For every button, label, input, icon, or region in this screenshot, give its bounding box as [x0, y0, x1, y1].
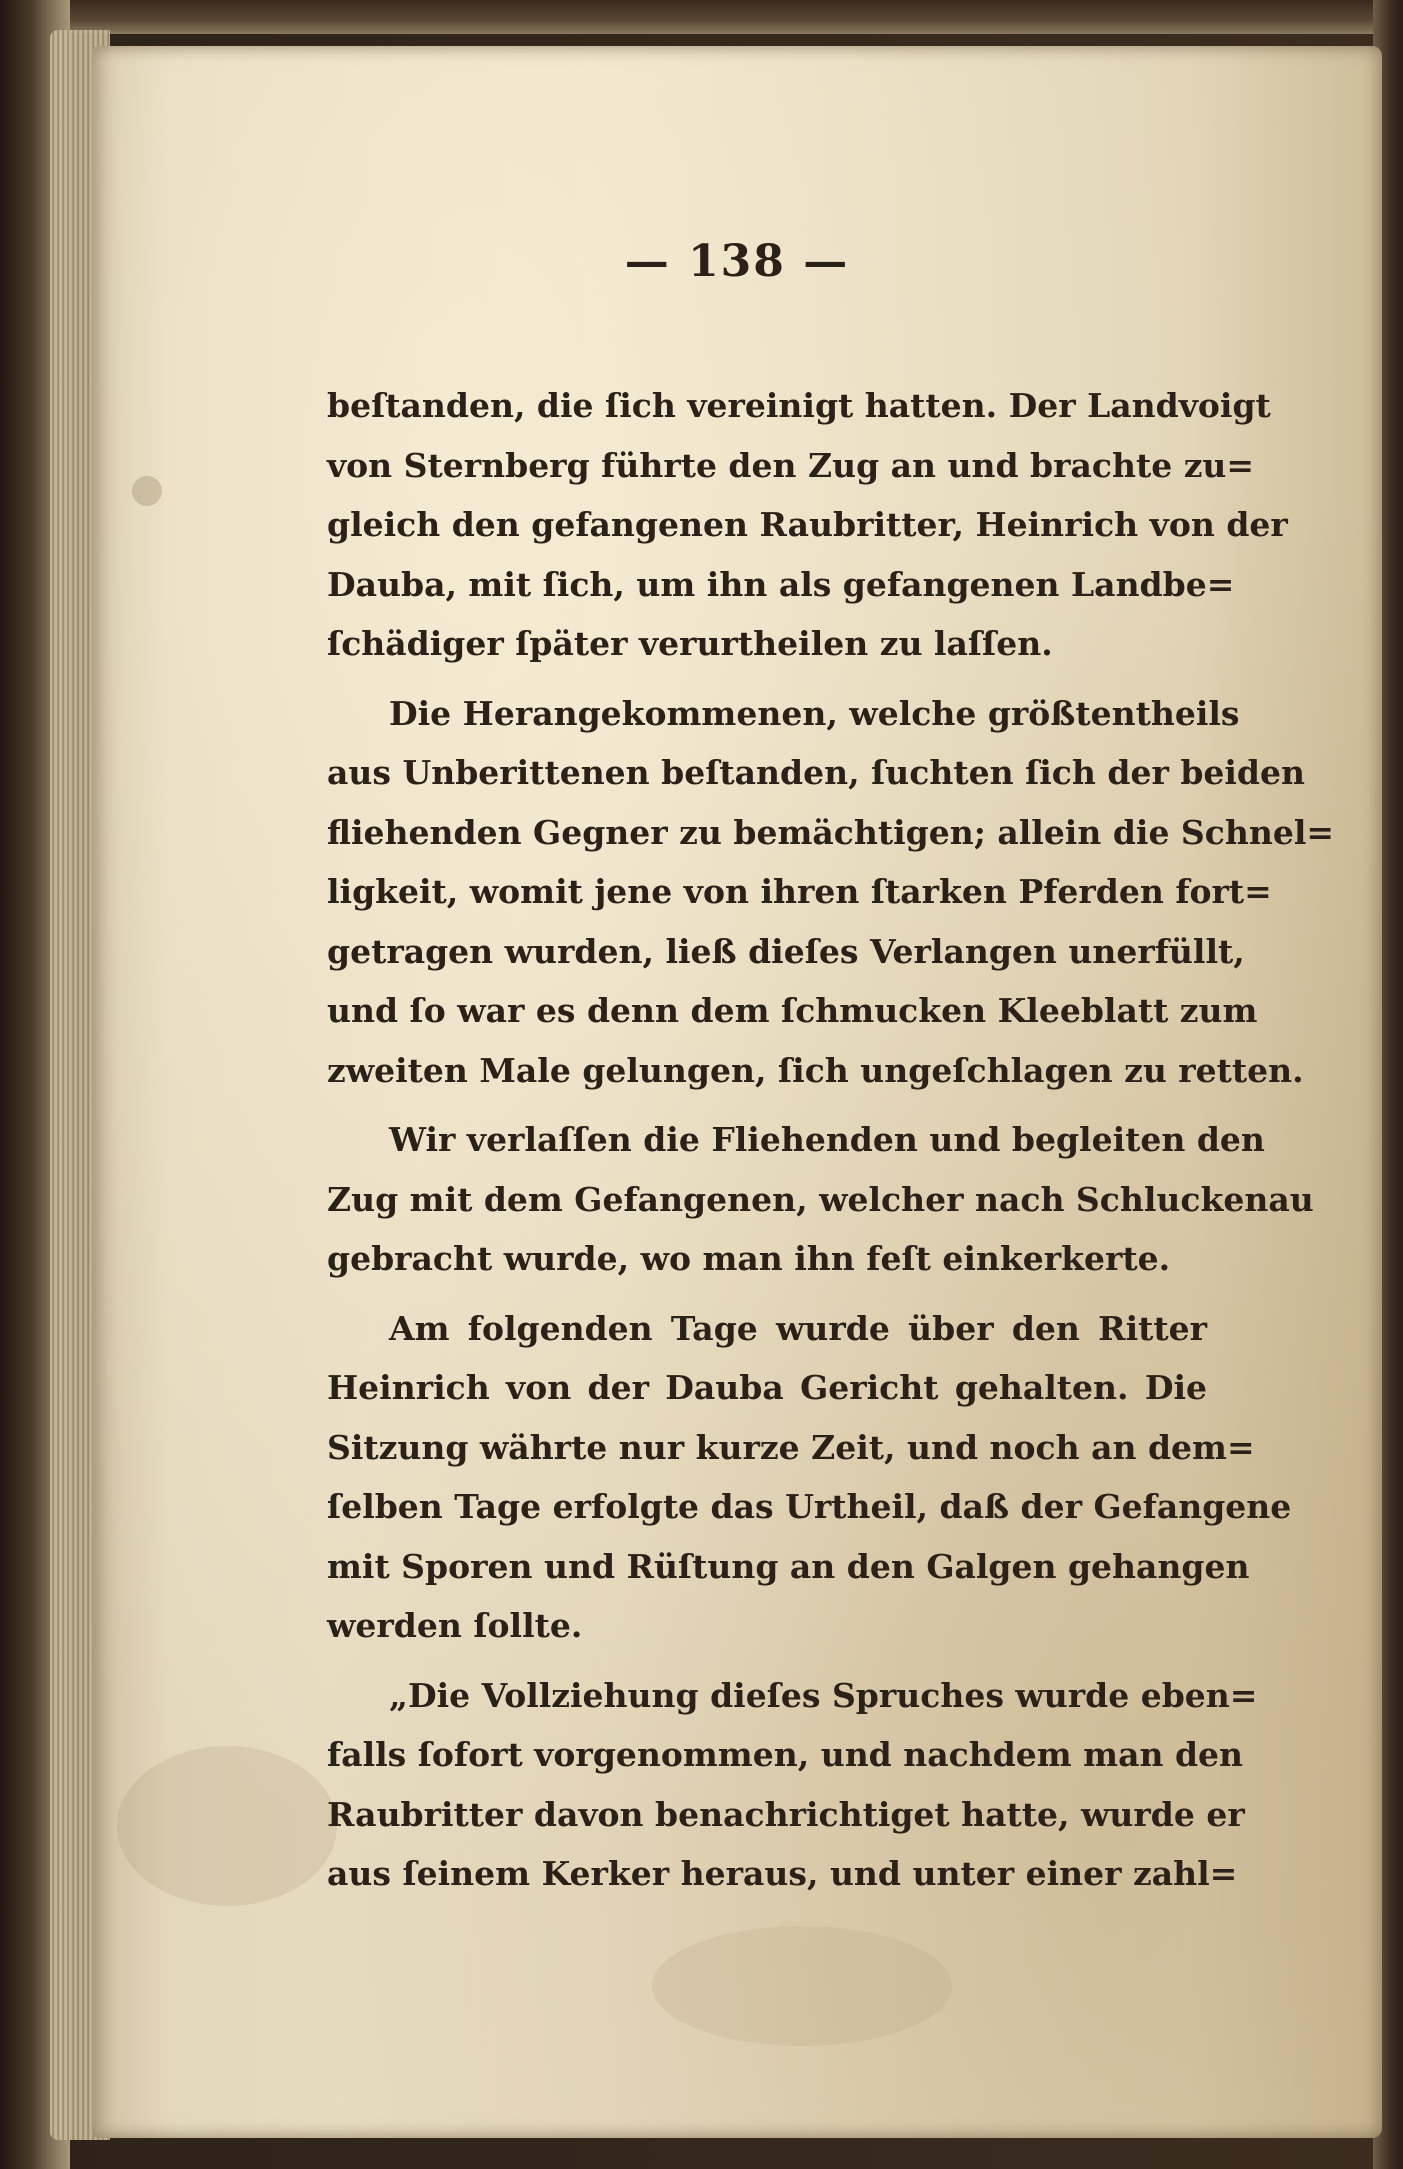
text-line: zweiten Male gelungen, ſich ungeſchlagen zu retten.	[327, 1050, 1304, 1090]
text-line: ſchädiger ſpäter verurtheilen zu laſſen.	[327, 624, 1053, 663]
page-number: — 138 —	[624, 236, 850, 287]
body-text	[327, 376, 1335, 1904]
text-line: Dauba, mit ſich, um ihn als gefangenen Landbe=	[327, 564, 1235, 604]
text-line: Zug mit dem Gefangenen, welcher nach Schluckenau	[327, 1179, 1314, 1219]
page-sheet	[92, 46, 1382, 2138]
paragraph-gap	[327, 1289, 1207, 1299]
paper-stain	[117, 1746, 337, 1906]
text-line: Sitzung währte nur kurze Zeit, und noch an dem=	[327, 1427, 1255, 1467]
text-line: Heinrich von der Dauba Gericht gehalten. Die	[327, 1368, 1207, 1407]
text-line: gebracht wurde, wo man ihn feſt einkerkerte.	[327, 1239, 1171, 1278]
text-line: getragen wurden, ließ dieſes Verlangen unerfüllt,	[327, 931, 1245, 971]
paragraph-gap	[327, 674, 1207, 684]
text-line: aus Unberittenen beſtanden, ſuchten ſich der beiden	[327, 753, 1305, 792]
binding-top-strip	[0, 0, 1403, 34]
text-line: aus ſeinem Kerker heraus, und unter einer zahl=	[327, 1854, 1238, 1893]
paragraph-gap	[327, 1100, 1207, 1110]
text-line: Am folgenden Tage wurde über den Ritter	[389, 1308, 1207, 1348]
text-line: fliehenden Gegner zu bemächtigen; allein die Schnel=	[327, 812, 1335, 852]
text-line: ſelben Tage erfolgte das Urtheil, daß der Gefangene	[327, 1487, 1292, 1526]
text-line: und ſo war es denn dem ſchmucken Kleeblatt zum	[327, 991, 1258, 1030]
text-line: Wir verlaſſen die Fliehenden und begleiten den	[389, 1120, 1265, 1159]
text-line: von Sternberg führte den Zug an und brachte zu=	[327, 445, 1255, 485]
text-line: gleich den gefangenen Raubritter, Heinrich von der	[327, 505, 1288, 544]
text-line: werden ſollte.	[327, 1606, 583, 1645]
text-line: Raubritter davon benachrichtiget hatte, wurde er	[327, 1794, 1245, 1834]
text-line: „Die Vollziehung dieſes Spruches wurde eben=	[389, 1675, 1258, 1715]
paper-stain	[652, 1926, 952, 2046]
paper-stain	[132, 476, 162, 506]
text-line: falls ſofort vorgenommen, und nachdem man den	[327, 1735, 1244, 1774]
text-line: beſtanden, die ſich vereinigt hatten. Der Landvoigt	[327, 386, 1271, 425]
text-line: mit Sporen und Rüſtung an den Galgen gehangen	[327, 1546, 1250, 1586]
text-line: Die Herangekommenen, welche größtentheils	[389, 693, 1240, 733]
paragraph-gap	[327, 1656, 1207, 1666]
text-line: ligkeit, womit jene von ihren ſtarken Pferden fort=	[327, 872, 1272, 911]
